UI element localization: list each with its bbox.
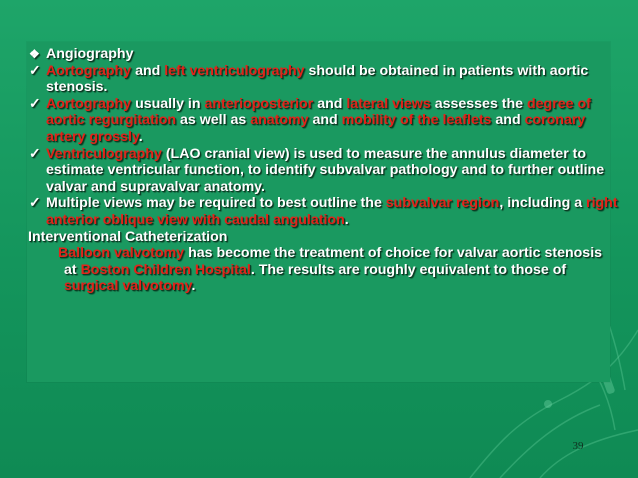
heading-item [28, 46, 618, 63]
slide-body [28, 46, 618, 295]
checkmark-bullet-icon: ✓ [29, 195, 41, 212]
slide-heading: Angiography [46, 46, 134, 62]
body-text: and [491, 112, 525, 129]
body-text: , including a [499, 195, 587, 212]
checkmark-bullet-icon: ✓ [29, 95, 41, 112]
bullet-item [28, 63, 618, 96]
highlighted-term: subvalvar region [385, 195, 500, 212]
highlighted-term: lateral views [346, 95, 431, 112]
body-text: assesses the [430, 95, 527, 112]
highlighted-term: mobility of the leaflets [341, 112, 492, 129]
highlighted-term: anterioposterior [204, 95, 314, 112]
highlighted-term: right anterior oblique view with caudal angulation [46, 195, 618, 228]
body-text: . The results are roughly equivalent to those of [250, 261, 567, 278]
checkmark-bullet-icon: ✓ [29, 62, 41, 79]
bullet-item [28, 195, 618, 228]
highlighted-term: degree of aortic regurgitation [46, 95, 591, 129]
body-text: and [308, 112, 342, 129]
section-paragraph [28, 245, 618, 295]
body-text: should be obtained in patients with aortic stenosis. [46, 62, 589, 96]
highlighted-term: Aortography [46, 62, 132, 79]
body-text: . [138, 128, 143, 145]
highlighted-term: Balloon valvotomy [58, 245, 185, 262]
checkmark-bullet-icon: ✓ [29, 145, 41, 162]
body-text: as well as [176, 112, 251, 129]
section-title: Interventional Catheterization [28, 228, 228, 245]
body-text: Multiple views may be required to best outline the [46, 195, 386, 212]
page-number: 39 [572, 440, 584, 452]
bullet-list [28, 63, 618, 229]
highlighted-term: Aortography [46, 95, 132, 112]
body-text: usually in [131, 95, 205, 112]
bullet-item [28, 96, 618, 146]
body-text: . [191, 278, 196, 295]
body-text: has become the treatment of choice for valvar aortic stenosis at [64, 245, 603, 278]
highlighted-term: coronary artery grossly [46, 112, 586, 145]
body-text: and [131, 62, 165, 79]
highlighted-term: Ventriculography [46, 145, 162, 162]
diamond-bullet-icon: ❖ [29, 47, 40, 61]
highlighted-term: Boston Children Hospital [80, 261, 251, 278]
highlighted-term: left ventriculography [164, 62, 305, 79]
body-text: (LAO cranial view) is used to measure the annulus diameter to estimate ventricular function, to identify subvalvar pathology and to further outline valvar and supravalvar anatomy. [46, 145, 605, 195]
highlighted-term: surgical valvotomy [64, 278, 192, 295]
body-text: and [313, 95, 347, 112]
highlighted-term: anatomy [250, 112, 309, 129]
bullet-item [28, 146, 618, 196]
body-text: . [344, 211, 349, 228]
